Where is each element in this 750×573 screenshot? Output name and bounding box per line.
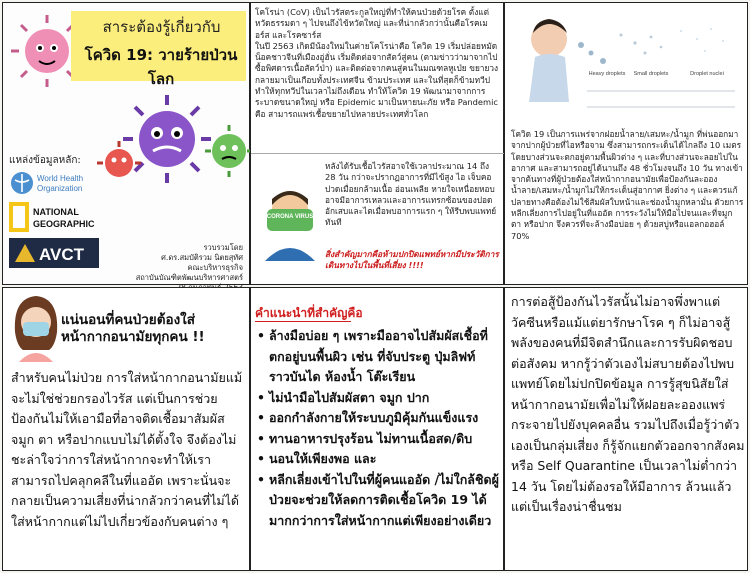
compiler-line: ศ.ดร.สมบัติรวม นิตยสุทัศ bbox=[161, 253, 243, 262]
compiler-credit bbox=[123, 243, 243, 293]
compiler-line: รวบรวมโดย bbox=[203, 243, 243, 252]
face-mask-icon bbox=[23, 322, 49, 336]
national-geographic-logo bbox=[9, 202, 119, 232]
svg-text:NATIONAL: NATIONAL bbox=[33, 207, 79, 217]
small-droplets-icon bbox=[620, 34, 663, 55]
who-logo-line2: Organization bbox=[37, 184, 83, 193]
compiler-line: สถาบันบัณฑิตพัฒนบริหารศาสตร์ bbox=[135, 273, 243, 282]
mask-heading: แน่นอนที่คนป่วยต้องใส่หน้ากากอนามัยทุกคน !! bbox=[61, 312, 205, 345]
svg-text:GEOGRAPHIC: GEOGRAPHIC bbox=[33, 219, 95, 229]
advice-item: • นอนให้เพียงพอ และ bbox=[255, 449, 499, 470]
transmission-text: โควิด 19 เป็นการแพร่จากฝอยน้ำลาย/เสมหะ/น้ำมูก ที่พ่นออกมาจากปากผู้ป่วยที่ไอหรือจาม ซึ่งสามารถกระเด็นได้ไกลถึง 10 เมตร โดยบางส่วนจะตกอยู่ตามพื้นผิวต่าง ๆ และที่บางส่วนจะลอยไปในอากาศ และสามารถอยู่ได้นานถึง 48 ชั่วโมงจนถึง 10 วัน ทางเข้าจากต้นทางที่ผู้ป่วยต้องใส่หน้ากากอนามัยเพื่อป้องกันละอองน้ำลาย/เสมหะ/น้ำมูกไม่ให้กระเด็นสู่อากาศ ยิ่งต่าง ๆ และควรแก้ปลายทางคือต้องไม่ใช้สัมผัสใบหน้าและช่องน้ำมูกหลามั่น ตัวยการหลีกเลี่ยงการไปอยู่ในที่แออัด การระวังไม่ให้มือไปจนและที่จมูก ตา หรือปาก จึงควรที่จะล้างมือบ่อย ๆ ด้วยสบู่หรือแอลกอฮอล์ 70% bbox=[511, 129, 744, 241]
svg-text:AVCT: AVCT bbox=[39, 245, 85, 264]
label-droplet-nuclei: Droplet nuclei bbox=[690, 71, 724, 77]
advice-item: • หลีกเลี่ยงเข้าไปในที่ผู้คนแออัด /ไม่ใกล้ชิดผู้ป่วยจะช่วยให้ลดการติดเชื้อโควิด 19 ได้มากกว่าการใส่หน้ากากแต่เพียงอย่างเดียว bbox=[255, 470, 499, 532]
transmission-panel bbox=[504, 2, 748, 285]
mask-text: สำหรับคนไม่ป่วย การใส่หน้ากากอนามัยแม้จะไม่ใช่ช่วยกรองไวรัส แต่เป็นการช่วยป้องกันไม่ให้เอามือที่อาจติดเชื้อมาสัมผัสจมูก ตา หรือปากแบบไม่ได้ตั้งใจ จึงต้องไม่ชะล่าใจว่าการใส่หน้ากากจะทำให้เราสามารถไปคลุกคลีในที่แออัด เพราะนั่นจะกลายเป็นความเสี่ยงที่น่ากลัวกว่าคนที่ไม่ได้ใส่หน้ากากแต่ไม่ไปเกี่ยวข้องกับคนต่าง ๆ bbox=[11, 370, 243, 529]
mask-panel bbox=[2, 287, 250, 571]
poster-title-line1: สาระต้องรู้เกี่ยวกับ bbox=[102, 18, 221, 36]
woman-mask-illustration bbox=[11, 292, 61, 362]
intro-divider bbox=[251, 153, 505, 154]
corona-mask-icon bbox=[267, 209, 313, 231]
closing-text: การต่อสู้ป้องกันไวรัสนั้นไม่อาจพึ่งพาแต่วัคซีนหรือแม้แต่ยารักษาโรค ๆ ก็ไม่อาจสู้พลังของคนที่มีจิตสำนึกและการรับผิดชอบต่อสังคม หากรู้ว่าตัวเองไม่สบายต้องไปพบแพทย์โดยไม่ปกปิดข้อมูล การรู้สุขนิสัยใส่หน้ากากอนามัยเพื่อไม่ให้ฝอยละอองแพร่กระจายไปยังบุคคลอื่น รวมไปถึงเมื่อรู้ว่าตัวเองเป็นกลุ่มเสี่ยง ก็รู้จักแยกตัวออกจากสังคมหรือ Self Quarantine เป็นเวลาไม่ต่ำกว่า 14 วัน โดยไม่ต้องรอให้มีอาการ ล้วนแล้วแต่เป็นเรื่องน่าชื่นชม bbox=[511, 294, 745, 514]
virus-purple-icon bbox=[123, 95, 211, 183]
virus-green-icon bbox=[205, 125, 251, 177]
sneeze-droplet-illustration bbox=[511, 7, 743, 125]
advice-item: • ล้างมือบ่อย ๆ เพราะมืออาจไปสัมผัสเชื้อที่ตกอยู่บนพื้นผิว เช่น ที่จับประตู ปุ่มลิฟท์ ราวบันได ห้องน้ำ โต๊ะเรียน bbox=[255, 326, 499, 388]
sources-label: แหล่งข้อมูลหลัก: bbox=[9, 155, 81, 166]
who-logo bbox=[9, 170, 119, 196]
mask-man-illustration bbox=[255, 183, 325, 261]
droplet-nuclei-icon bbox=[680, 28, 724, 52]
intro-paragraph1: โคโรน่า (CoV) เป็นไวรัสตระกูลใหญ่ที่ทำให้คนป่วยด้วยโรค ตั้งแต่หวัดธรรมดา ๆ ไปจนถึงไข้หวัดใหญ่ และที่น่ากลัวกว่านั้นคือโรคเมอร์ส และโรคซาร์ส bbox=[255, 7, 489, 40]
heavy-droplets-icon bbox=[578, 42, 606, 64]
advice-list bbox=[255, 326, 499, 531]
advice-item: • ออกกำลังกายให้ระบบภูมิคุ้มกันแข็งแรง bbox=[255, 408, 499, 429]
title-panel bbox=[2, 2, 250, 285]
advice-item: • ไม่นำมือไปสัมผัสตา จมูก ปาก bbox=[255, 388, 499, 409]
advice-item: • ทานอาหารปรุงร้อน ไม่ทานเนื้อสด/ดิบ bbox=[255, 429, 499, 450]
label-heavy-droplets: Heavy droplets bbox=[588, 71, 626, 77]
avct-logo bbox=[9, 238, 119, 268]
advice-panel bbox=[250, 287, 504, 571]
poster-title-line2: โควิด 19: วายร้ายป่วนโลก bbox=[84, 46, 238, 88]
mask-text: CORONA VIRUS bbox=[266, 214, 314, 220]
intro-warning: สิ่งสำคัญมากคือห้ามปกปิดแพทย์หากมีประวัติการเดินทางไปในพื้นที่เสี่ยง !!!! bbox=[325, 249, 499, 270]
advice-heading-underline bbox=[255, 321, 351, 322]
closing-panel bbox=[504, 287, 748, 571]
intro-text bbox=[255, 7, 501, 120]
intro-paragraph3: หลังได้รับเชื้อไวรัสอาจใช้เวลาประมาณ 14 ถึง 28 วัน กว่าจะปรากฏอาการที่มีไข้สูง ไอ เจ็บคอ ปวดเมื่อยกล้ามเนื้อ อ่อนเพลีย หายใจเหนื่อยหอบ อาจมีอาการเหลวและอาการแทรกซ้อนของปอดอักเสบและไตเมื่อพบอาการแรก ๆ ให้รีบพบแพทย์ทันที bbox=[325, 161, 497, 228]
advice-heading: คำแนะนำที่สำคัญคือ bbox=[255, 306, 363, 320]
intro-panel bbox=[250, 2, 504, 285]
intro-paragraph2: ในปี 2563 เกิดมีน้องใหม่ในค่ายโคโรน่าคือ โควิด 19 เริ่มปล่อยหมัดน็อคชาวจีนที่เมืองอู่ฮั่น เริ่มติดต่อจากสัตว์สู่คน (ตามข่าวว่ามาจากไปซื้อพิศดารเนื้อสัตว์ป่า) และติดต่อจากคนสู่คนในมณฑลหูเป่ย ขยายวงกลายมาเป็นเกือบทั้งประเทศจีน ข้ามประเทศ และในที่สุดก็ข้ามทวีปทำให้ทุกทวีปในเวลาไม่ถึงเดือน ทำให้โควิด 19 พัฒนามาจากการระบาดขนาดใหญ่ หรือ Epidemic มาเป็นหายนะภัย หรือ Pandemic คือ สามารถแพร่เชื้อขยายไปหลายประเทศทั่วโลก bbox=[255, 40, 499, 119]
label-small-droplets: Small droplets bbox=[633, 71, 669, 77]
compiler-line: คณะบริหารธุรกิจ bbox=[187, 263, 243, 272]
who-logo-line1: World Health bbox=[37, 174, 84, 183]
